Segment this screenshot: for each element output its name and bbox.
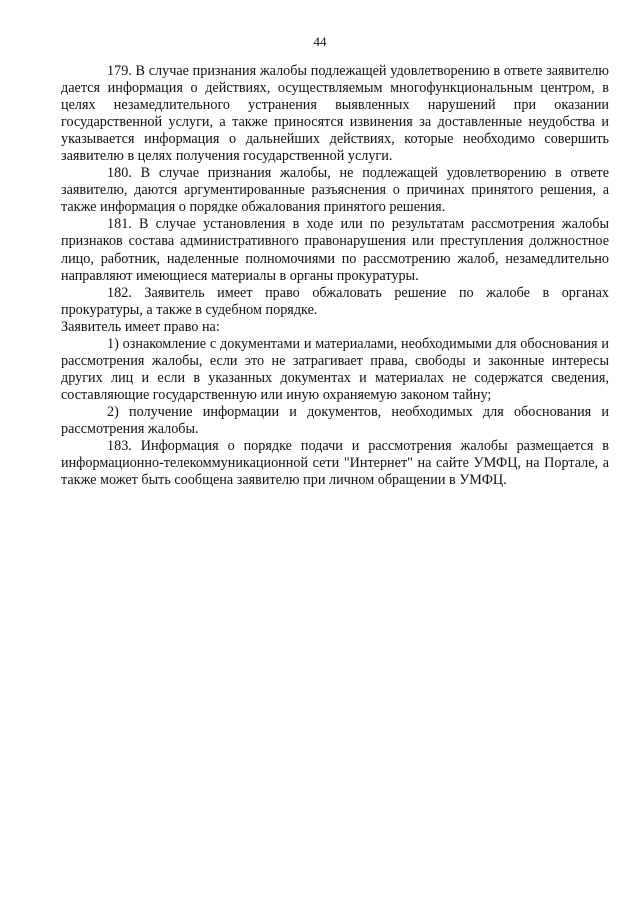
paragraph-182: 182. Заявитель имеет право обжаловать решение по жалобе в органах прокуратуры, а также в судебном порядке. <box>61 284 609 318</box>
paragraph-right-2: 2) получение информации и документов, необходимых для обоснования и рассмотрения жалобы. <box>61 403 609 437</box>
paragraph-181: 181. В случае установления в ходе или по результатам рассмотрения жалобы признаков состава административного правонарушения или преступления должностное лицо, работник, наделенные полномочиями по рассмотрению жалоб, незамедлительно направляют имеющиеся материалы в органы прокуратуры. <box>61 216 609 284</box>
paragraph-183: 183. Информация о порядке подачи и рассмотрения жалобы размещается в информационно-телекоммуникационной сети "Интернет" на сайте УМФЦ, на Портале, а также может быть сообщена заявителю при личном обращении в УМФЦ. <box>61 438 609 489</box>
paragraph-179: 179. В случае признания жалобы подлежащей удовлетворению в ответе заявителю дается информация о действиях, осуществляемым многофункциональным центром, в целях незамедлительного устранения выявленных нарушений при оказании государственной услуги, а также приносятся извинения за доставленные неудобства и указывается информация о дальнейших действиях, которые необходимо совершить заявителю в целях получения государственной услуги. <box>61 63 609 165</box>
paragraph-right-1: 1) ознакомление с документами и материалами, необходимыми для обоснования и рассмотрения жалобы, если это не затрагивает права, свободы и законные интересы других лиц и если в указанных документах и материалах не содержатся сведения, составляющие государственную или иную охраняемую законом тайну; <box>61 335 609 403</box>
document-body <box>61 63 609 489</box>
paragraph-applicant-rights: Заявитель имеет право на: <box>61 318 220 335</box>
paragraph-180: 180. В случае признания жалобы, не подлежащей удовлетворению в ответе заявителю, даются аргументированные разъяснения о причинах принятого решения, а также информация о порядке обжалования принятого решения. <box>61 165 609 216</box>
page-number: 44 <box>313 34 327 49</box>
